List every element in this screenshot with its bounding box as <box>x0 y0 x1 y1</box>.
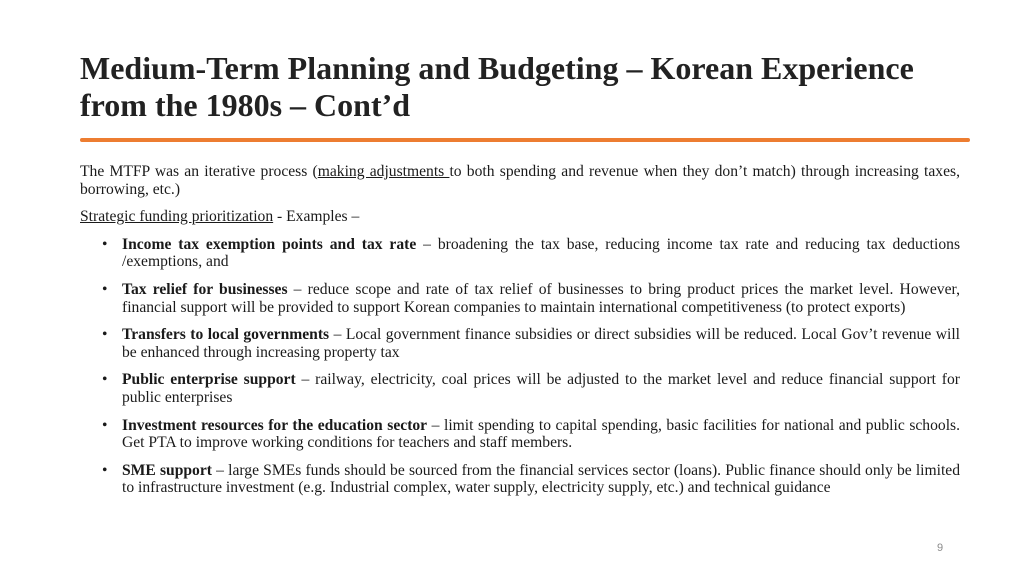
strategic-funding-link[interactable]: Strategic funding prioritization <box>80 208 274 226</box>
bullet-heading: SME support <box>122 461 212 479</box>
intro-text-before: The MTFP was an iterative process ( <box>80 163 318 180</box>
bullet-text: – reduce scope and rate of tax relief of businesses to bring product prices the market level. However, financial support will be provided to support Korean companies to maintain international competitiveness (to protect exports) <box>122 280 960 316</box>
bullet-icon: • <box>102 326 108 344</box>
slide-title: Medium-Term Planning and Budgeting – Korean Experience from the 1980s – Cont’d <box>80 50 914 123</box>
bullet-heading: Tax relief for businesses <box>122 280 288 298</box>
page-number: 9 <box>936 542 944 554</box>
intro-text-after: to both spending and revenue when they don’t match) through increasing taxes, borrowing, etc.) <box>80 163 960 198</box>
bullet-icon: • <box>102 371 108 389</box>
bullet-heading: Transfers to local governments <box>122 326 330 344</box>
slide-body <box>80 163 960 507</box>
bullet-heading: Income tax exemption points and tax rate <box>122 235 417 253</box>
bullet-text: – broadening the tax base, reducing income tax rate and reducing tax deductions /exemptions, and <box>122 235 961 271</box>
bullet-icon: • <box>102 235 108 253</box>
bullet-icon: • <box>102 280 108 298</box>
bullet-icon: • <box>102 416 108 434</box>
bullet-text: – large SMEs funds should be sourced from the financial services sector (loans). Public finance should only be limited to infrastructure investment (e.g. Industrial complex, water supply, electricity supply, etc.) and technical guidance <box>122 461 961 497</box>
bullet-icon: • <box>102 461 108 479</box>
intro-paragraph <box>80 163 960 198</box>
list-item <box>80 236 960 271</box>
bullet-heading: Public enterprise support <box>122 371 296 389</box>
list-item <box>80 326 960 361</box>
bullet-text: – Local government finance subsidies or direct subsidies will be reduced. Local Gov’t revenue will be enhanced through increasing property tax <box>122 326 960 361</box>
bullet-text: – railway, electricity, coal prices will be adjusted to the market level and reduce financial support for public enterprises <box>122 371 960 406</box>
strategic-text-after: - Examples – <box>273 208 360 226</box>
title-divider <box>80 138 970 142</box>
list-item <box>80 281 960 316</box>
bullet-text: – limit spending to capital spending, basic facilities for national and public schools. Get PTA to improve working conditions for teachers and staff members. <box>122 416 960 452</box>
making-adjustments-link[interactable]: making adjustments <box>317 163 450 180</box>
bullet-heading: Investment resources for the education sector <box>122 416 428 434</box>
examples-list <box>80 236 960 497</box>
list-item <box>80 371 960 406</box>
list-item <box>80 417 960 452</box>
strategic-paragraph <box>80 208 960 226</box>
list-item <box>80 462 960 497</box>
